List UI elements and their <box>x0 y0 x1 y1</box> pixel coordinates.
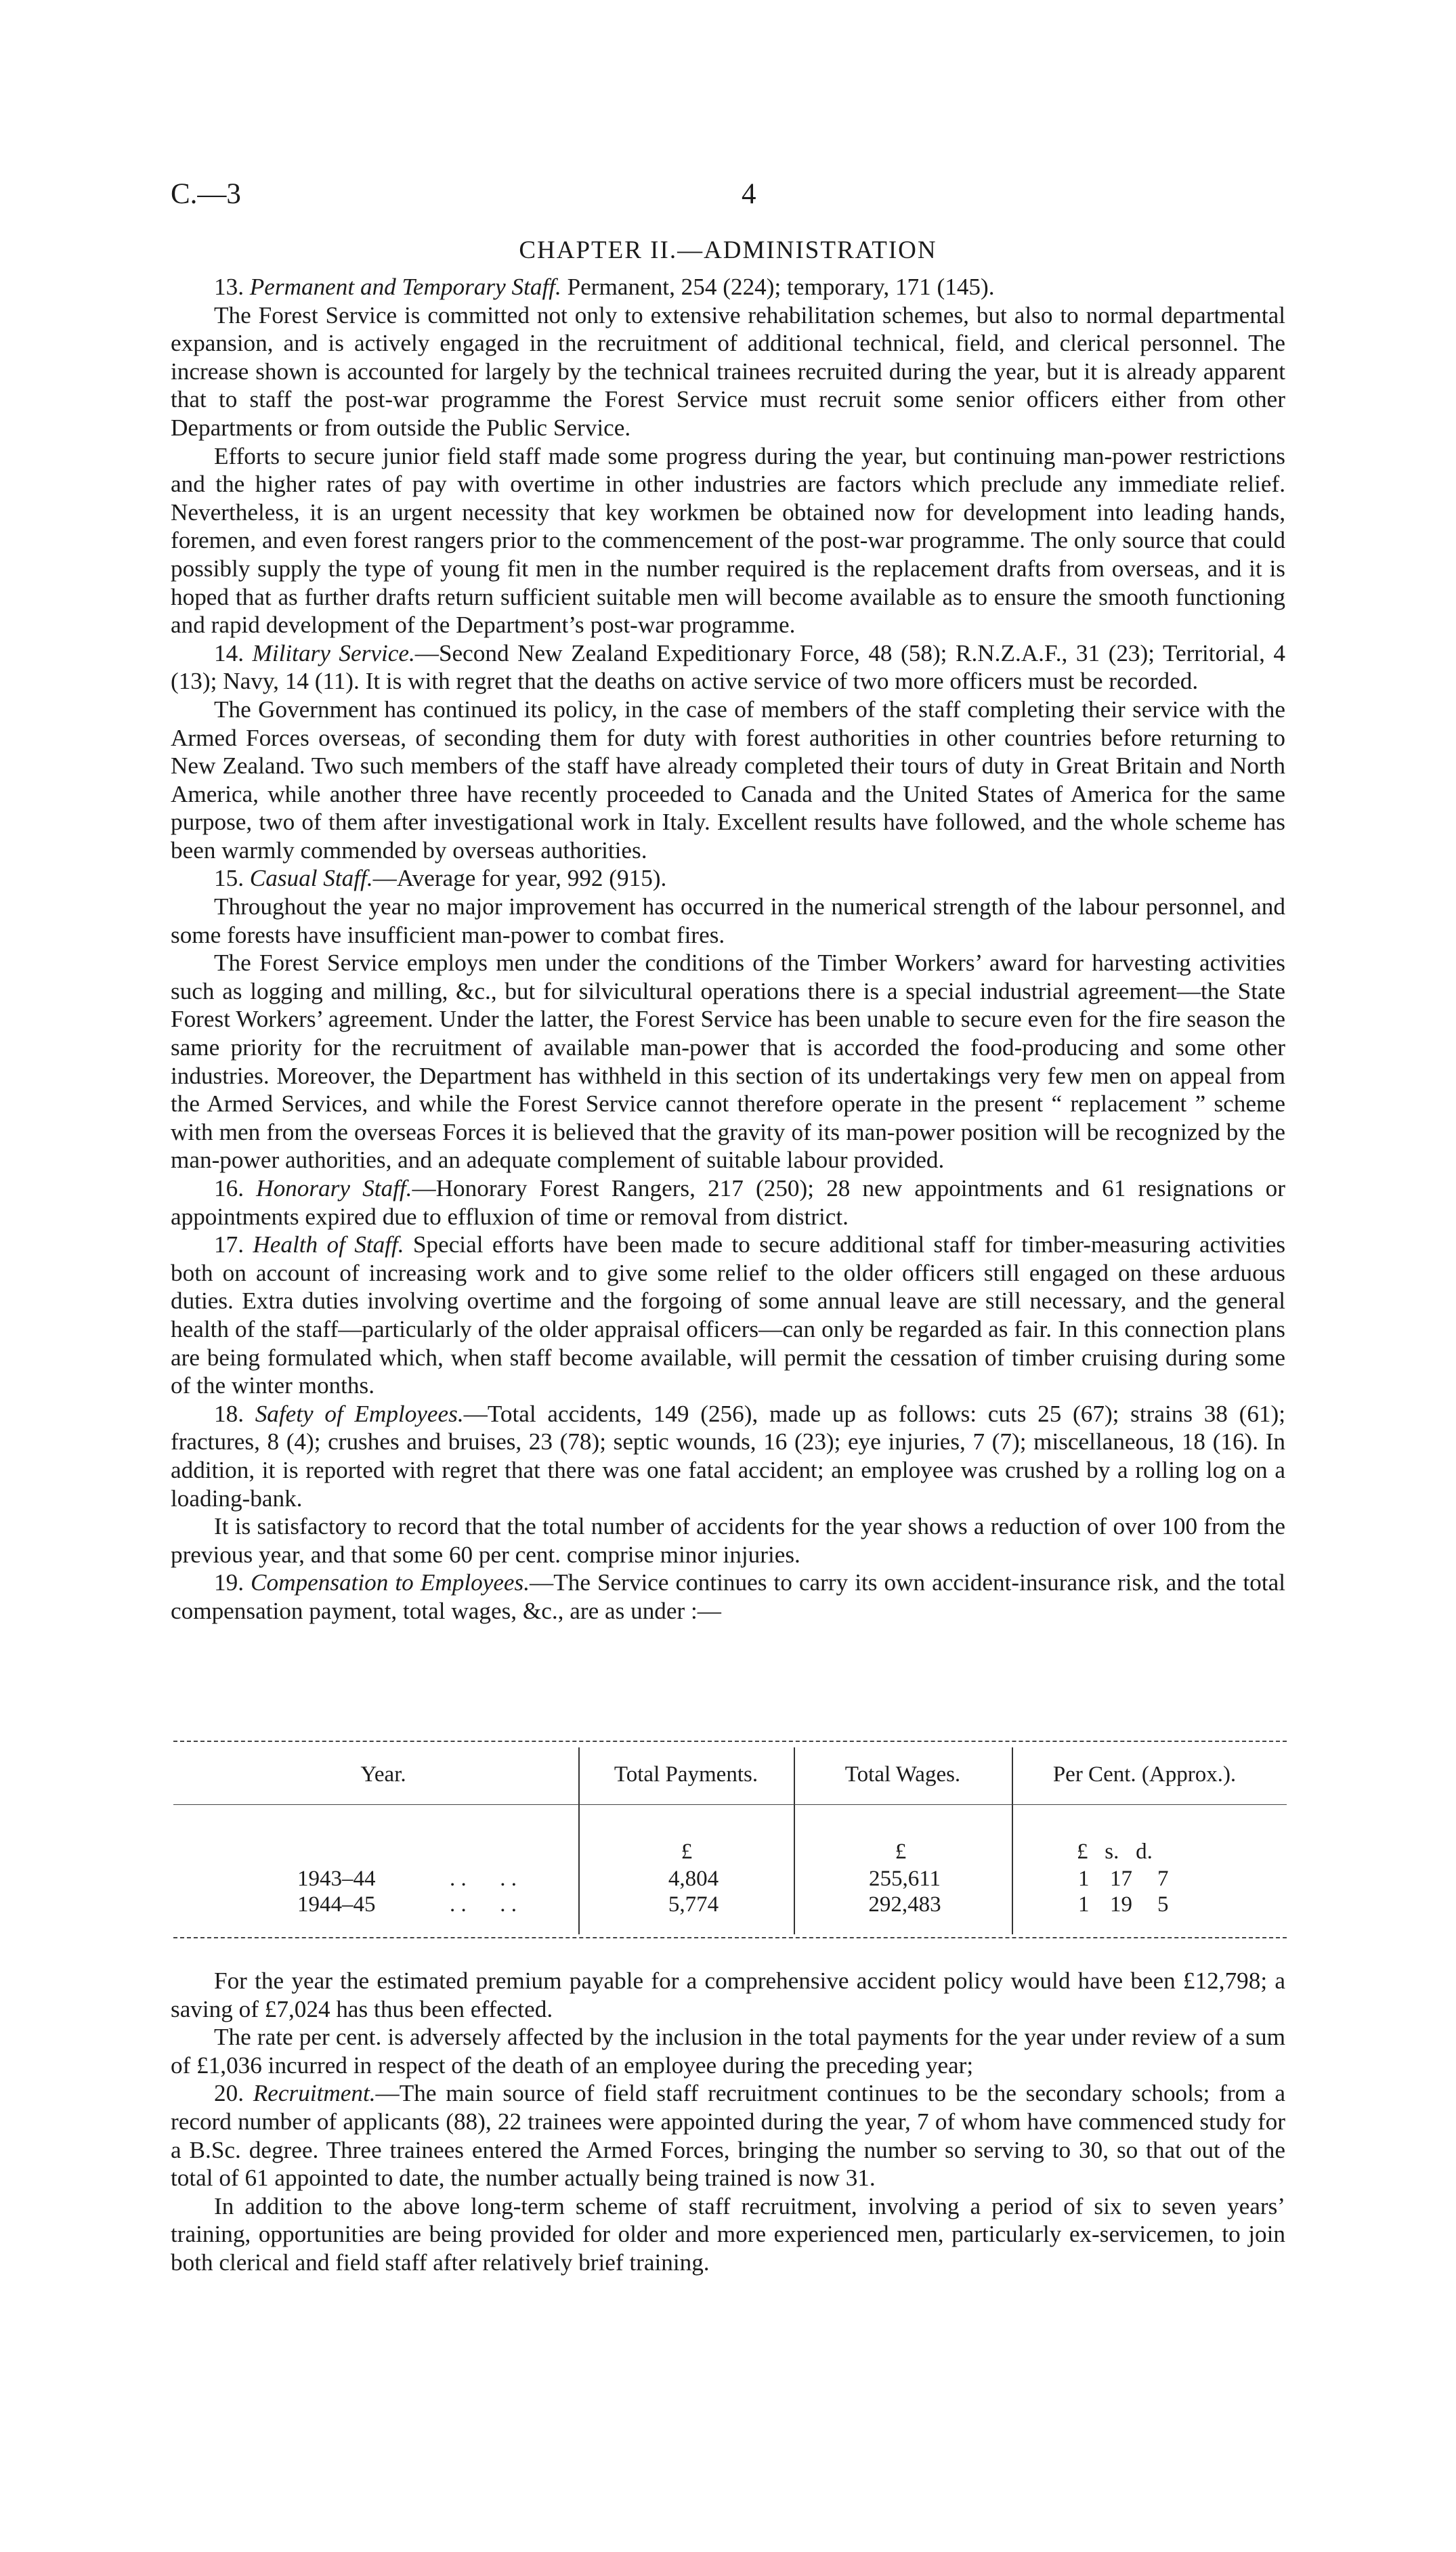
table-divider <box>578 1747 580 1934</box>
paragraph: It is satisfactory to record that the total number of accidents for the year shows a reduction of over 100 from the previous year, and that some 60 per cent. comprise minor injuries. <box>171 1513 1285 1568</box>
row-leader-dots: . . . . <box>450 1867 517 1891</box>
column-header-payments: Total Payments. <box>614 1762 758 1787</box>
unit-wages: £ <box>895 1839 907 1864</box>
table-bottom-rule <box>173 1937 1287 1938</box>
table-divider <box>794 1747 795 1934</box>
page-header <box>171 177 1285 218</box>
section-heading: Casual Staff. <box>249 865 373 892</box>
section-heading: Military Service. <box>252 639 415 666</box>
row-wages: 255,611 <box>868 1867 941 1891</box>
row-leader-dots: . . . . <box>450 1892 517 1917</box>
compensation-table <box>173 1741 1287 1944</box>
section-20: 20. Recruitment.—The main source of field staff recruitment continues to be the secondary schools; from a record number of applicants (88), 22 trainees were appointed during the year, 7 of whom have commenced study for a B.Sc. degree. Three trainees entered the Armed Forces, bringing the number so serving to 30, so that out of the total of 61 appointed to date, the number actually being trained is now 31. <box>171 2080 1285 2192</box>
section-15: 15. Casual Staff.—Average for year, 992 (915). <box>214 865 667 892</box>
paragraph: In addition to the above long-term scheme of staff recruitment, involving a period of six to seven years’ training, opportunities are being provided for older and more experienced men, particularly ex-servicemen, to join both clerical and field staff after relatively brief training. <box>171 2192 1285 2276</box>
page-reference: C.—3 <box>171 178 241 210</box>
section-heading: Recruitment. <box>253 2080 376 2107</box>
row-year: 1943–44 <box>297 1867 376 1891</box>
unit-payments: £ <box>681 1839 693 1864</box>
paragraph: The Forest Service is committed not only to extensive rehabilitation schemes, but also to normal departmental expansion, and is actively engaged in the recruitment of additional technical, field, and clerical personnel. The increase shown is accounted for largely by the technical trainees recruited during the year, but it is already apparent that to staff the post-war programme the Forest Service must recruit some senior officers either from other Departments or from outside the Public Service. <box>171 301 1285 441</box>
row-payments: 4,804 <box>668 1867 719 1891</box>
table-top-rule <box>173 1741 1287 1742</box>
section-18: 18. Safety of Employees.—Total accidents, 149 (256), made up as follows: cuts 25 (67); strains 38 (61); fractures, 8 (4); crushes and bruises, 23 (78); septic wounds, 16 (23); eye injuries, 7 (7); miscellaneous, 18 (16). In addition, it is reported with regret that there was one fatal accident; an employee was crushed by a rolling log on a loading-bank. <box>171 1400 1286 1512</box>
column-header-wages: Total Wages. <box>844 1762 961 1787</box>
section-19: 19. Compensation to Employees.—The Service continues to carry its own accident-insurance risk, and the total compensation payment, total wages, &c., are as under :— <box>171 1569 1286 1624</box>
section-16: 16. Honorary Staff.—Honorary Forest Rangers, 217 (250); 28 new appointments and 61 resignations or appointments expired due to effluxion of time or removal from district. <box>171 1175 1285 1230</box>
section-heading: Honorary Staff. <box>256 1175 412 1201</box>
row-pounds: 1 <box>1078 1867 1090 1891</box>
row-pence: 5 <box>1157 1892 1169 1917</box>
row-shillings: 19 <box>1110 1892 1132 1917</box>
section-heading: Permanent and Temporary Staff. <box>249 274 561 300</box>
paragraph: The Government has continued its policy, in the case of members of the staff completing their service with the Armed Forces overseas, of seconding them for duty with forest authorities in other countries before returning to New Zealand. Two such members of the staff have already completed their tours of duty in Great Britain and North America, while another three have recently proceeded to Canada and the United States of America for the same purpose, two of them after investigational work in Italy. Excellent results have followed, and the whole scheme has been warmly commended by overseas authorities. <box>171 696 1285 864</box>
chapter-title: CHAPTER II.—ADMINISTRATION <box>519 236 937 264</box>
section-13: 13. Permanent and Temporary Staff. Permanent, 254 (224); temporary, 171 (145). <box>214 274 995 300</box>
main-text-upper <box>171 273 1285 1625</box>
table-header-rule <box>173 1804 1287 1805</box>
row-pence: 7 <box>1157 1867 1169 1891</box>
paragraph: The Forest Service employs men under the conditions of the Timber Workers’ award for harvesting activities such as logging and milling, &c., but for silvicultural operations there is a special industrial agreement—the State Forest Workers’ agreement. Under the latter, the Forest Service has been unable to secure even for the fire season the same priority for the recruitment of available man-power that is accorded the food-producing and some other industries. Moreover, the Department has withheld in this section of its undertakings very few men on appeal from the Armed Services, and while the Forest Service cannot therefore operate in the present “ replacement ” scheme with men from the overseas Forces it is believed that the gravity of its man-power position will be recognized by the man-power authorities, and an adequate complement of suitable labour provided. <box>171 950 1285 1174</box>
section-heading: Health of Staff. <box>253 1231 404 1258</box>
row-payments: 5,774 <box>668 1892 719 1917</box>
section-14: 14. Military Service.—Second New Zealand Expeditionary Force, 48 (58); R.N.Z.A.F., 31 (23); Territorial, 4 (13); Navy, 14 (11). It is with regret that the deaths on active service of two more officers must be recorded. <box>171 639 1286 695</box>
paragraph: Throughout the year no major improvement has occurred in the numerical strength of the labour personnel, and some forests have insufficient man-power to combat fires. <box>171 893 1285 948</box>
paragraph: The rate per cent. is adversely affected by the inclusion in the total payments for the year under review of a sum of £1,036 incurred in respect of the death of an employee during the preceding year; <box>171 2024 1285 2079</box>
row-shillings: 17 <box>1110 1867 1132 1891</box>
paragraph: Efforts to secure junior field staff made some progress during the year, but continuing man-power restrictions and the higher rates of pay with overtime in other industries are factors which preclude any immediate relief. Nevertheless, it is an urgent necessity that key workmen be obtained now for development into leading hands, foremen, and even forest rangers prior to the commencement of the post-war programme. The only source that could possibly supply the type of young fit men in the number required is the replacement drafts from overseas, and it is hoped that as further drafts return sufficient suitable men will become available as to ensure the smooth functioning and rapid development of the Department’s post-war programme. <box>171 442 1285 639</box>
table-divider <box>1012 1747 1013 1934</box>
main-text-lower <box>171 1967 1285 2277</box>
column-header-year: Year. <box>360 1762 406 1787</box>
unit-percent: £ s. d. <box>1077 1839 1153 1864</box>
section-heading: Compensation to Employees. <box>251 1569 530 1596</box>
row-year: 1944–45 <box>297 1892 376 1917</box>
column-header-percent: Per Cent. (Approx.). <box>1052 1762 1237 1787</box>
page-number: 4 <box>742 178 756 210</box>
section-heading: Safety of Employees. <box>255 1400 464 1427</box>
row-wages: 292,483 <box>868 1892 941 1917</box>
paragraph: For the year the estimated premium payable for a comprehensive accident policy would have been £12,798; a saving of £7,024 has thus been effected. <box>171 1968 1285 2022</box>
row-pounds: 1 <box>1078 1892 1090 1917</box>
section-17: 17. Health of Staff. Special efforts have been made to secure additional staff for timber-measuring activities both on account of increasing work and to give some relief to the older officers still engaged on these arduous duties. Extra duties involving overtime and the forgoing of some annual leave are still necessary, and the general health of the staff—particularly of the older appraisal officers—can only be regarded as fair. In this connection plans are being formulated which, when staff become available, will permit the cessation of timber cruising during some of the winter months. <box>171 1231 1286 1399</box>
